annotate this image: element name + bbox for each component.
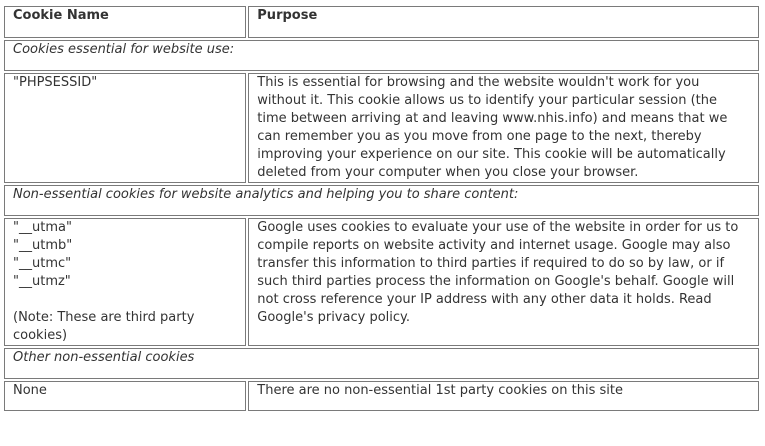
- section-row-analytics: [4, 185, 759, 216]
- section-title: Cookies essential for website use:: [4, 40, 759, 71]
- table-row: [4, 218, 759, 346]
- section-title: Other non-essential cookies: [4, 348, 759, 379]
- cookie-name: "__utmb": [13, 238, 73, 253]
- cookie-name: "__utmc": [13, 256, 72, 271]
- purpose-cell: Google uses cookies to evaluate your use of the website in order for us to compile reports on website activity and internet usage. Google may also transfer this information to third parties if required to do so by law, or if such third parties process the information on Google's behalf. Google will not cross reference your IP address with any other data it holds. Read Google's privacy policy.: [248, 218, 759, 346]
- table-row: [4, 381, 759, 411]
- section-title: Non-essential cookies for website analytics and helping you to share content:: [4, 185, 759, 216]
- cookie-name-cell: [4, 381, 246, 411]
- cookie-name-cell: [4, 73, 246, 183]
- third-party-note: (Note: These are third party cookies): [13, 310, 195, 343]
- header-row: [4, 6, 759, 38]
- cookie-name: None: [13, 383, 47, 398]
- spacer: [13, 291, 237, 309]
- cookie-name: "__utmz": [13, 274, 71, 289]
- purpose-cell: This is essential for browsing and the website wouldn't work for you without it. This cookie allows us to identify your particular session (the time between arriving at and leaving www.nhis.info) and means that we can remember you as you move from one page to the next, thereby improving your experience on our site. This cookie will be automatically deleted from your computer when you close your browser.: [248, 73, 759, 183]
- cookies-table: [2, 4, 761, 413]
- purpose-header: Purpose: [248, 6, 759, 38]
- cookie-name-cell: [4, 218, 246, 346]
- table-row: [4, 73, 759, 183]
- cookie-name: "__utma": [13, 220, 72, 235]
- cookie-name: "PHPSESSID": [13, 75, 98, 90]
- cookie-name-header: Cookie Name: [4, 6, 246, 38]
- purpose-cell: There are no non-essential 1st party cookies on this site: [248, 381, 759, 411]
- section-row-other: [4, 348, 759, 379]
- section-row-essential: [4, 40, 759, 71]
